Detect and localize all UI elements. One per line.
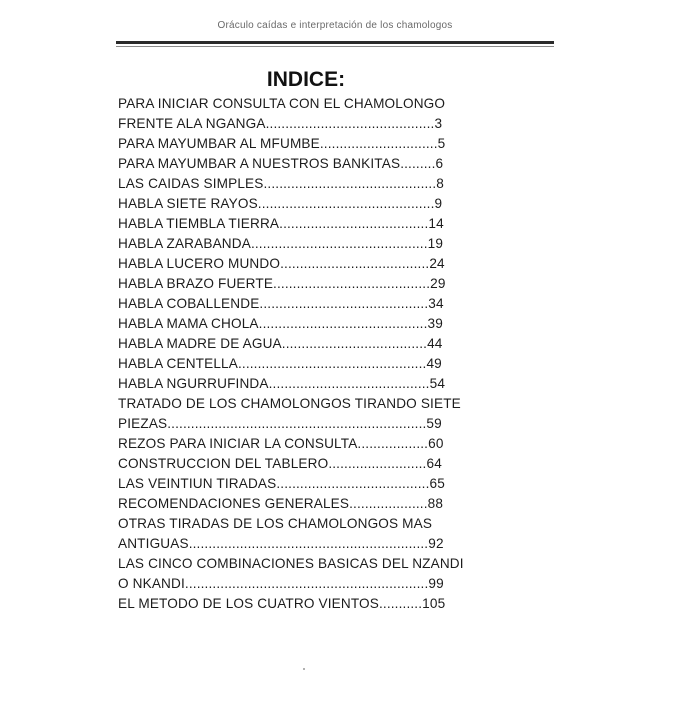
toc-entry-label: LAS VEINTIUN TIRADAS bbox=[118, 476, 277, 491]
toc-entry bbox=[118, 414, 478, 434]
toc-entry-label: O NKANDI bbox=[118, 576, 185, 591]
toc-dot-leader: .................... bbox=[349, 496, 428, 511]
toc-entry-label: HABLA MAMA CHOLA bbox=[118, 316, 259, 331]
toc-entry bbox=[118, 294, 478, 314]
toc-page-number: 44 bbox=[427, 336, 443, 351]
toc-entry-label: ANTIGUAS bbox=[118, 536, 189, 551]
toc-entry bbox=[118, 374, 478, 394]
toc-page-number: 5 bbox=[437, 136, 446, 151]
toc-entry bbox=[118, 234, 478, 254]
toc-entry bbox=[118, 314, 478, 334]
toc-entry bbox=[118, 574, 478, 594]
toc-entry-label: HABLA COBALLENDE bbox=[118, 296, 260, 311]
toc-dot-leader: ..................................... bbox=[281, 336, 428, 351]
toc-dot-leader: ........... bbox=[378, 596, 423, 611]
toc-dot-leader: ........................................ bbox=[273, 276, 431, 291]
toc-entry-label: HABLA NGURRUFINDA bbox=[118, 376, 269, 391]
running-header: Oráculo caídas e interpretación de los chamologos bbox=[217, 20, 453, 31]
toc-dot-leader: ............................................ bbox=[263, 176, 437, 191]
toc-dot-leader: ......................................... bbox=[268, 376, 430, 391]
toc-entry-line: LAS CINCO COMBINACIONES BASICAS DEL NZANDI bbox=[118, 556, 464, 571]
toc-entry-label: CONSTRUCCION DEL TABLERO bbox=[118, 456, 329, 471]
toc-entry bbox=[118, 194, 478, 214]
table-of-contents bbox=[118, 94, 478, 614]
toc-page-number: 88 bbox=[427, 496, 444, 511]
toc-entry-label: PARA MAYUMBAR AL MFUMBE bbox=[118, 136, 320, 151]
toc-entry-label: PIEZAS bbox=[118, 416, 168, 431]
toc-dot-leader: ....................................... bbox=[276, 476, 430, 491]
toc-dot-leader: ......................... bbox=[328, 456, 427, 471]
toc-entry-label: LAS CAIDAS SIMPLES bbox=[118, 176, 264, 191]
toc-page-number: 49 bbox=[426, 356, 442, 371]
toc-page-number: 54 bbox=[429, 376, 446, 391]
toc-dot-leader: ............................................. bbox=[257, 196, 435, 211]
toc-page-number: 6 bbox=[435, 156, 444, 171]
toc-dot-leader: ............................................. bbox=[250, 236, 428, 251]
toc-entry-label: HABLA SIETE RAYOS bbox=[118, 196, 258, 211]
header-rule-thick bbox=[116, 41, 554, 44]
toc-entry bbox=[118, 474, 478, 494]
toc-page-number: 105 bbox=[422, 596, 446, 611]
toc-dot-leader: .................................................................. bbox=[167, 416, 427, 431]
toc-page-number: 60 bbox=[428, 436, 444, 451]
header-rule-thin bbox=[116, 46, 554, 47]
toc-page-number: 14 bbox=[428, 216, 444, 231]
toc-page-number: 34 bbox=[428, 296, 444, 311]
toc-entry-label: REZOS PARA INICIAR LA CONSULTA bbox=[118, 436, 358, 451]
toc-entry-line: TRATADO DE LOS CHAMOLONGOS TIRANDO SIETE bbox=[118, 396, 461, 411]
toc-page-number: 64 bbox=[426, 456, 442, 471]
toc-page-number: 39 bbox=[427, 316, 443, 331]
toc-entry-line: PARA INICIAR CONSULTA CON EL CHAMOLONGO bbox=[118, 96, 446, 111]
toc-dot-leader: .............................. bbox=[319, 136, 438, 151]
toc-entry-label: HABLA LUCERO MUNDO bbox=[118, 256, 281, 271]
toc-dot-leader: ........................................... bbox=[259, 296, 429, 311]
toc-page-number: 9 bbox=[434, 196, 443, 211]
toc-entry bbox=[118, 154, 478, 174]
toc-dot-leader: ...................................... bbox=[279, 216, 429, 231]
toc-entry bbox=[118, 114, 478, 134]
toc-page-number: 99 bbox=[428, 576, 444, 591]
toc-entry-label: HABLA ZARABANDA bbox=[118, 236, 251, 251]
toc-entry-label: RECOMENDACIONES GENERALES bbox=[118, 496, 350, 511]
toc-page-number: 8 bbox=[436, 176, 444, 191]
toc-entry bbox=[118, 594, 478, 614]
toc-page-number: 59 bbox=[426, 416, 442, 431]
toc-entry bbox=[118, 494, 478, 514]
toc-page-number: 92 bbox=[428, 536, 444, 551]
toc-entry bbox=[118, 454, 478, 474]
toc-entry-label: HABLA MADRE DE AGUA bbox=[118, 336, 282, 351]
toc-dot-leader: ......... bbox=[400, 156, 436, 171]
toc-entry-line: OTRAS TIRADAS DE LOS CHAMOLONGOS MAS bbox=[118, 516, 433, 531]
scan-speck bbox=[303, 668, 305, 670]
toc-dot-leader: ...................................... bbox=[280, 256, 430, 271]
toc-dot-leader: ........................................... bbox=[265, 116, 435, 131]
page-title: INDICE: bbox=[266, 68, 346, 91]
toc-entry-label: PARA MAYUMBAR A NUESTROS BANKITAS bbox=[118, 156, 401, 171]
toc-page-number: 65 bbox=[429, 476, 445, 491]
toc-entry bbox=[118, 134, 478, 154]
toc-entry bbox=[118, 174, 478, 194]
toc-dot-leader: .................. bbox=[357, 436, 429, 451]
toc-entry bbox=[118, 274, 478, 294]
toc-entry bbox=[118, 334, 478, 354]
toc-entry bbox=[118, 214, 478, 234]
toc-page-number: 3 bbox=[434, 116, 443, 131]
toc-entry bbox=[118, 354, 478, 374]
toc-entry bbox=[118, 254, 478, 274]
toc-page-number: 19 bbox=[427, 236, 444, 251]
toc-entry-label: HABLA TIEMBLA TIERRA bbox=[118, 216, 280, 231]
toc-dot-leader: ........................................... bbox=[258, 316, 428, 331]
toc-entry-label: HABLA BRAZO FUERTE bbox=[118, 276, 274, 291]
toc-entry-label: FRENTE ALA NGANGA bbox=[118, 116, 266, 131]
toc-entry bbox=[118, 534, 478, 554]
toc-page-number: 24 bbox=[429, 256, 445, 271]
toc-dot-leader: .............................................................. bbox=[184, 576, 429, 591]
toc-page-number: 29 bbox=[430, 276, 446, 291]
toc-entry bbox=[118, 434, 478, 454]
toc-dot-leader: ............................................................. bbox=[188, 536, 429, 551]
toc-entry-label: HABLA CENTELLA bbox=[118, 356, 238, 371]
toc-dot-leader: ................................................ bbox=[237, 356, 427, 371]
toc-entry-label: EL METODO DE LOS CUATRO VIENTOS bbox=[118, 596, 379, 611]
